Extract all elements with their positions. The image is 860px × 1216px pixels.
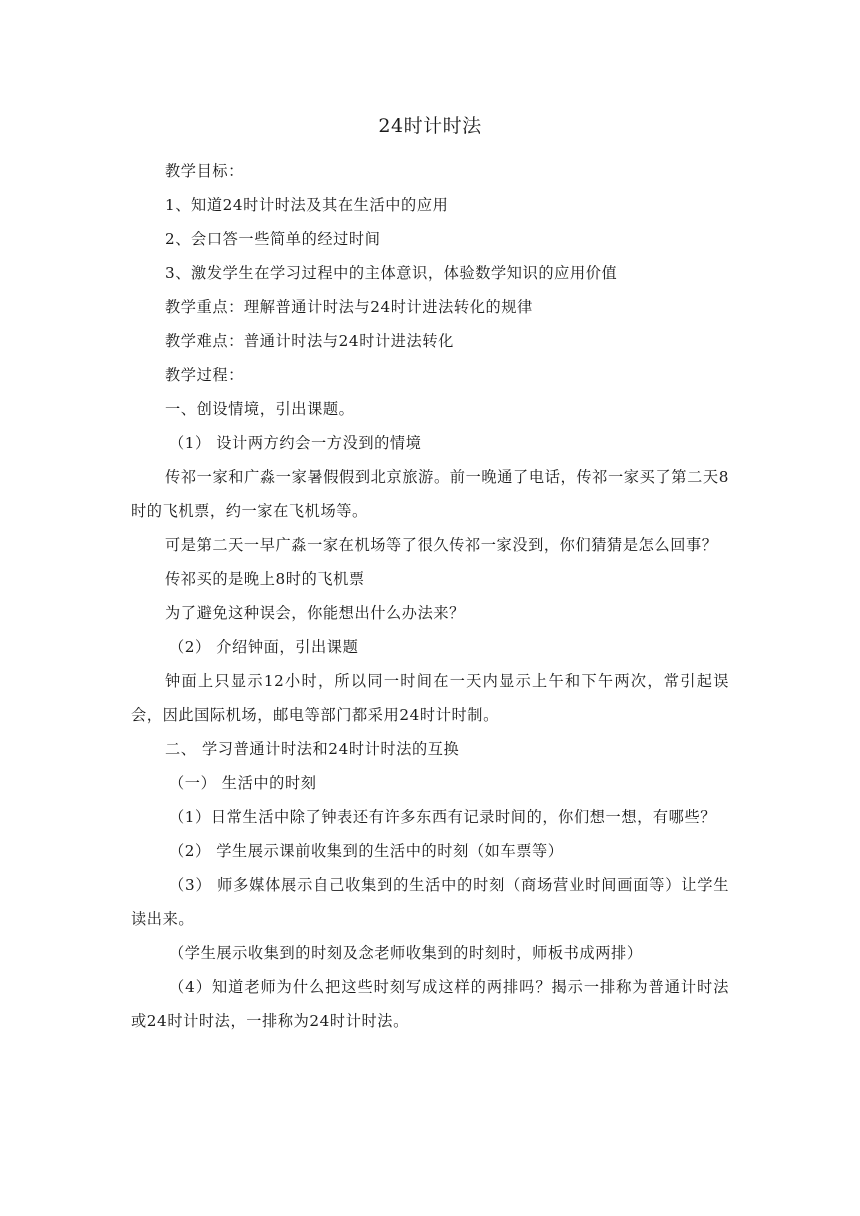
paragraph-story: 传祁一家和广淼一家暑假假到北京旅游。前一晚通了电话，传祁一家买了第二天8时的飞机票，约一家在飞机场等。 — [131, 468, 729, 520]
document-body — [131, 154, 729, 1038]
paragraph-key-point: 教学重点：理解普通计时法与24时计进法转化的规律 — [165, 298, 533, 316]
step-2: （2） 学生展示课前收集到的生活中的时刻（如车票等） — [169, 842, 564, 860]
subsection-2: （2） 介绍钟面，引出课题 — [169, 638, 359, 656]
paragraph-process-heading: 教学过程： — [165, 366, 244, 384]
step-3: （3） 师多媒体展示自己收集到的生活中的时刻（商场营业时间画面等）让学生读出来。 — [131, 876, 729, 928]
section-heading-2: 二、 学习普通计时法和24时计时法的互换 — [165, 740, 460, 758]
paragraph-objectives-heading: 教学目标： — [165, 162, 244, 180]
paragraph-clock-face: 钟面上只显示12小时，所以同一时间在一天内显示上午和下午两次，常引起误会，因此国际机场，邮电等部门都采用24时计时制。 — [131, 672, 729, 724]
paragraph-prompt: 为了避免这种误会，你能想出什么办法来？ — [165, 604, 465, 622]
section-heading-1: 一、创设情境，引出课题。 — [165, 400, 355, 418]
step-1: （1）日常生活中除了钟表还有许多东西有记录时间的，你们想一想，有哪些？ — [169, 808, 717, 826]
paragraph-answer: 传祁买的是晚上8时的飞机票 — [165, 570, 365, 588]
paragraph-difficulty: 教学难点：普通计时法与24时计进法转化 — [165, 332, 454, 350]
document-title: 24时计时法 — [378, 115, 482, 137]
subsection-life-times: （一） 生活中的时刻 — [169, 774, 317, 792]
paragraph-objective-3: 3、激发学生在学习过程中的主体意识，体验数学知识的应用价值 — [165, 264, 618, 282]
paragraph-note: （学生展示收集到的时刻及念老师收集到的时刻时，师板书成两排） — [169, 944, 643, 962]
paragraph-objective-1: 1、知道24时计时法及其在生活中的应用 — [165, 196, 449, 214]
paragraph-question: 可是第二天一早广淼一家在机场等了很久传祁一家没到，你们猜猜是怎么回事？ — [165, 536, 718, 554]
subsection-1: （1） 设计两方约会一方没到的情境 — [169, 434, 422, 452]
paragraph-objective-2: 2、会口答一些简单的经过时间 — [165, 230, 381, 248]
step-4: （4）知道老师为什么把这些时刻写成这样的两排吗？揭示一排称为普通计时法或24时计时法，一排称为24时计时法。 — [131, 978, 729, 1030]
